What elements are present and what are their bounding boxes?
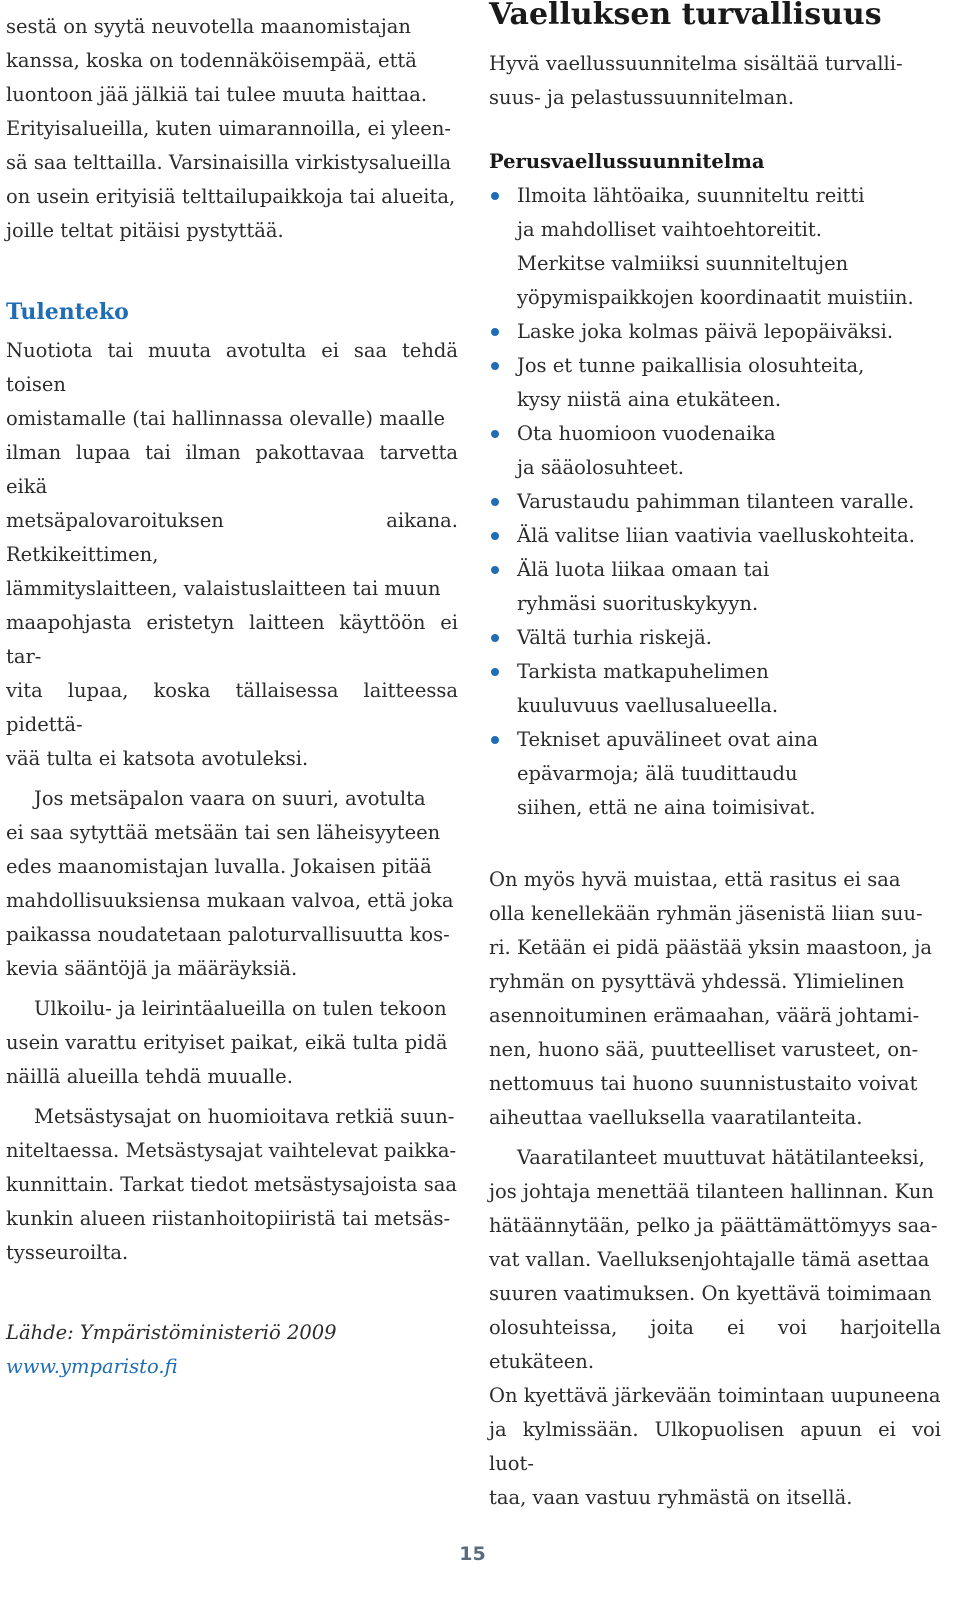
paragraph xyxy=(6,782,458,986)
text-line: Tarkista matkapuhelimen xyxy=(517,660,769,683)
text-line: On myös hyvä muistaa, että rasitus ei saa xyxy=(489,868,901,891)
right-column xyxy=(489,0,941,1515)
text-line: olosuhteissa, joita ei voi harjoitella etukäteen. xyxy=(489,1316,941,1373)
text-line: paikassa noudatetaan paloturvallisuutta kos- xyxy=(6,923,450,946)
text-line: ei saa sytyttää metsään tai sen läheisyyteen xyxy=(6,821,441,844)
text-line: vää tulta ei katsota avotuleksi. xyxy=(6,747,309,770)
paragraph xyxy=(489,1141,941,1515)
section-heading-tulenteko: Tulenteko xyxy=(6,299,129,325)
subheading-perusvaellussuunnitelma: Perusvaellussuunnitelma xyxy=(489,150,765,173)
list-item xyxy=(489,519,941,553)
paragraph xyxy=(6,1100,458,1270)
text-line: niteltaessa. Metsästysajat vaihtelevat paikka- xyxy=(6,1139,457,1162)
text-line: jos johtaja menettää tilanteen hallinnan. Kun xyxy=(489,1180,934,1203)
text-line: Älä valitse liian vaativia vaelluskohteita. xyxy=(517,524,915,547)
bullet-icon xyxy=(491,566,499,574)
text-line: nen, huono sää, puutteelliset varusteet, on- xyxy=(489,1038,919,1061)
list-item xyxy=(489,723,941,825)
text-line: Ilmoita lähtöaika, suunniteltu reitti xyxy=(517,184,865,207)
text-line: ri. Ketään ei pidä päästää yksin maastoon, ja xyxy=(489,936,932,959)
text-line: näillä alueilla tehdä muualle. xyxy=(6,1065,293,1088)
text-line: epävarmoja; älä tuudittaudu xyxy=(517,762,798,785)
list-item xyxy=(489,179,941,315)
paragraph xyxy=(6,334,458,776)
bullet-icon xyxy=(491,362,499,370)
text-line: kysy niistä aina etukäteen. xyxy=(517,388,782,411)
list-item xyxy=(489,417,941,485)
text-line: Jos metsäpalon vaara on suuri, avotulta xyxy=(34,787,426,810)
bullet-icon xyxy=(491,430,499,438)
text-line: kevia sääntöjä ja määräyksiä. xyxy=(6,957,298,980)
text-line: kanssa, koska on todennäköisempää, että xyxy=(6,49,417,72)
list-item xyxy=(489,621,941,655)
list-item xyxy=(489,553,941,621)
text-line: maapohjasta eristetyn laitteen käyttöön ei tar- xyxy=(6,611,458,668)
text-line: Vältä turhia riskejä. xyxy=(517,626,712,649)
text-line: olla kenellekään ryhmän jäsenistä liian suu- xyxy=(489,902,923,925)
bullet-icon xyxy=(491,328,499,336)
bullet-icon xyxy=(491,192,499,200)
source-label: Lähde: Ympäristöministeriö 2009 xyxy=(6,1321,337,1344)
text-line: mahdollisuuksiensa mukaan valvoa, että joka xyxy=(6,889,454,912)
bullet-icon xyxy=(491,634,499,642)
text-line: usein varattu erityiset paikat, eikä tulta pidä xyxy=(6,1031,448,1054)
text-line: kuuluvuus vaellusalueella. xyxy=(517,694,779,717)
text-line: kunkin alueen riistanhoitopiiristä tai metsäs- xyxy=(6,1207,451,1230)
text-line: ja kylmissään. Ulkopuolisen apuun ei voi luot- xyxy=(489,1418,941,1475)
camping-paragraph xyxy=(6,10,458,248)
text-line: Erityisalueilla, kuten uimarannoilla, ei yleen- xyxy=(6,117,451,140)
paragraph xyxy=(6,992,458,1094)
text-line: vat vallan. Vaelluksenjohtajalle tämä asettaa xyxy=(489,1248,930,1271)
left-column xyxy=(6,0,458,1384)
text-line: suus- ja pelastussuunnitelman. xyxy=(489,86,795,109)
text-line: Nuotiota tai muuta avotulta ei saa tehdä toisen xyxy=(6,339,458,396)
paragraph xyxy=(489,863,941,1135)
source-link[interactable]: www.ymparisto.fi xyxy=(6,1355,178,1378)
text-line: suuren vaatimuksen. On kyettävä toimimaan xyxy=(489,1282,932,1305)
text-line: hätäännytään, pelko ja päättämättömyys saa- xyxy=(489,1214,938,1237)
text-line: Merkitse valmiiksi suunniteltujen xyxy=(517,252,849,275)
text-line: Älä luota liikaa omaan tai xyxy=(517,558,770,581)
text-line: on usein erityisiä telttailupaikkoja tai alueita, xyxy=(6,185,456,208)
fire-making-paragraphs xyxy=(6,334,458,1270)
text-line: metsäpalovaroituksen aikana. Retkikeittimen, xyxy=(6,509,458,566)
list-item xyxy=(489,655,941,723)
text-line: ja mahdolliset vaihtoehtoreitit. xyxy=(517,218,822,241)
text-line: Vaaratilanteet muuttuvat hätätilanteeksi, xyxy=(517,1146,925,1169)
text-line: kunnittain. Tarkat tiedot metsästysajoista saa xyxy=(6,1173,457,1196)
text-line: Jos et tunne paikallisia olosuhteita, xyxy=(517,354,865,377)
list-item xyxy=(489,315,941,349)
bullet-icon xyxy=(491,668,499,676)
text-line: omistamalle (tai hallinnassa olevalle) maalle xyxy=(6,407,445,430)
text-line: ryhmän on pysyttävä yhdessä. Ylimielinen xyxy=(489,970,905,993)
text-line: Tekniset apuvälineet ovat aina xyxy=(517,728,819,751)
source-citation xyxy=(6,1316,458,1384)
text-line: Varustaudu pahimman tilanteen varalle. xyxy=(517,490,915,513)
text-line: nettomuus tai huono suunnistustaito voivat xyxy=(489,1072,918,1095)
bullet-icon xyxy=(491,532,499,540)
checklist xyxy=(489,179,941,825)
text-line: Ota huomioon vuodenaika xyxy=(517,422,776,445)
text-line: luontoon jää jälkiä tai tulee muuta haittaa. xyxy=(6,83,428,106)
page-number: 15 xyxy=(459,1543,486,1565)
text-line: lämmityslaitteen, valaistuslaitteen tai muun xyxy=(6,577,441,600)
text-line: Hyvä vaellussuunnitelma sisältää turvalli- xyxy=(489,52,903,75)
text-line: taa, vaan vastuu ryhmästä on itsellä. xyxy=(489,1486,853,1509)
text-line: sä saa telttailla. Varsinaisilla virkistysalueilla xyxy=(6,151,452,174)
text-line: Metsästysajat on huomioitava retkiä suun- xyxy=(34,1105,455,1128)
text-line: asennoituminen erämaahan, väärä johtami- xyxy=(489,1004,920,1027)
text-line: joille teltat pitäisi pystyttää. xyxy=(6,219,284,242)
text-line: vita lupaa, koska tällaisessa laitteessa pidettä- xyxy=(6,679,458,736)
text-line: tysseuroilta. xyxy=(6,1241,129,1264)
list-item xyxy=(489,485,941,519)
text-line: sestä on syytä neuvotella maanomistajan xyxy=(6,15,411,38)
text-line: Ulkoilu- ja leirintäalueilla on tulen tekoon xyxy=(34,997,447,1020)
text-line: On kyettävä järkevään toimintaan uupuneena xyxy=(489,1384,941,1407)
safety-paragraphs xyxy=(489,863,941,1515)
text-line: Laske joka kolmas päivä lepopäiväksi. xyxy=(517,320,894,343)
text-line: aiheuttaa vaelluksella vaaratilanteita. xyxy=(489,1106,863,1129)
text-line: edes maanomistajan luvalla. Jokaisen pitää xyxy=(6,855,432,878)
text-line: ryhmäsi suorituskykyyn. xyxy=(517,592,759,615)
text-line: siihen, että ne aina toimisivat. xyxy=(517,796,816,819)
page-title: Vaelluksen turvallisuus xyxy=(489,0,882,32)
text-line: ilman lupaa tai ilman pakottavaa tarvetta eikä xyxy=(6,441,458,498)
bullet-icon xyxy=(491,736,499,744)
intro-paragraph xyxy=(489,47,941,115)
text-line: yöpymispaikkojen koordinaatit muistiin. xyxy=(517,286,914,309)
text-line: ja sääolosuhteet. xyxy=(517,456,684,479)
bullet-icon xyxy=(491,498,499,506)
list-item xyxy=(489,349,941,417)
